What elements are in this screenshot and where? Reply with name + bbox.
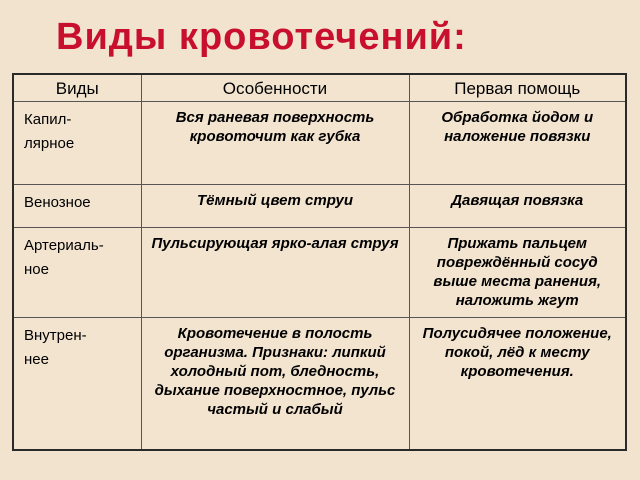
row-kind-arterial: Артериаль- ное [13,227,141,317]
table-row [13,227,626,317]
row-kind-capillary: Капил- лярное [13,102,141,185]
table-header-row [13,74,626,102]
row-kind-internal: Внутрен- нее [13,318,141,450]
row-kind-venous: Венозное [13,184,141,227]
row-aid-arterial: Прижать пальцем повреждённый сосуд выше места ранения, наложить жгут [409,227,626,317]
row-aid-internal: Полусидячее положение, покой, лёд к месту кровотечения. [409,318,626,450]
row-feature-venous: Тёмный цвет струи [141,184,409,227]
row-aid-venous: Давящая повязка [409,184,626,227]
table-row [13,184,626,227]
slide-title: Виды кровотечений: [56,16,467,58]
row-feature-internal: Кровотечение в полость организма. Признаки: липкий холодный пот, бледность, дыхание поверхностное, пульс частый и слабый [141,318,409,450]
table-row [13,318,626,450]
row-feature-arterial: Пульсирующая ярко-алая струя [141,227,409,317]
header-features: Особенности [141,74,409,102]
bleeding-types-table [12,73,627,451]
header-first-aid: Первая помощь [409,74,626,102]
row-aid-capillary: Обработка йодом и наложение повязки [409,102,626,185]
table-row [13,102,626,185]
row-feature-capillary: Вся раневая поверхность кровоточит как губка [141,102,409,185]
header-kinds: Виды [13,74,141,102]
